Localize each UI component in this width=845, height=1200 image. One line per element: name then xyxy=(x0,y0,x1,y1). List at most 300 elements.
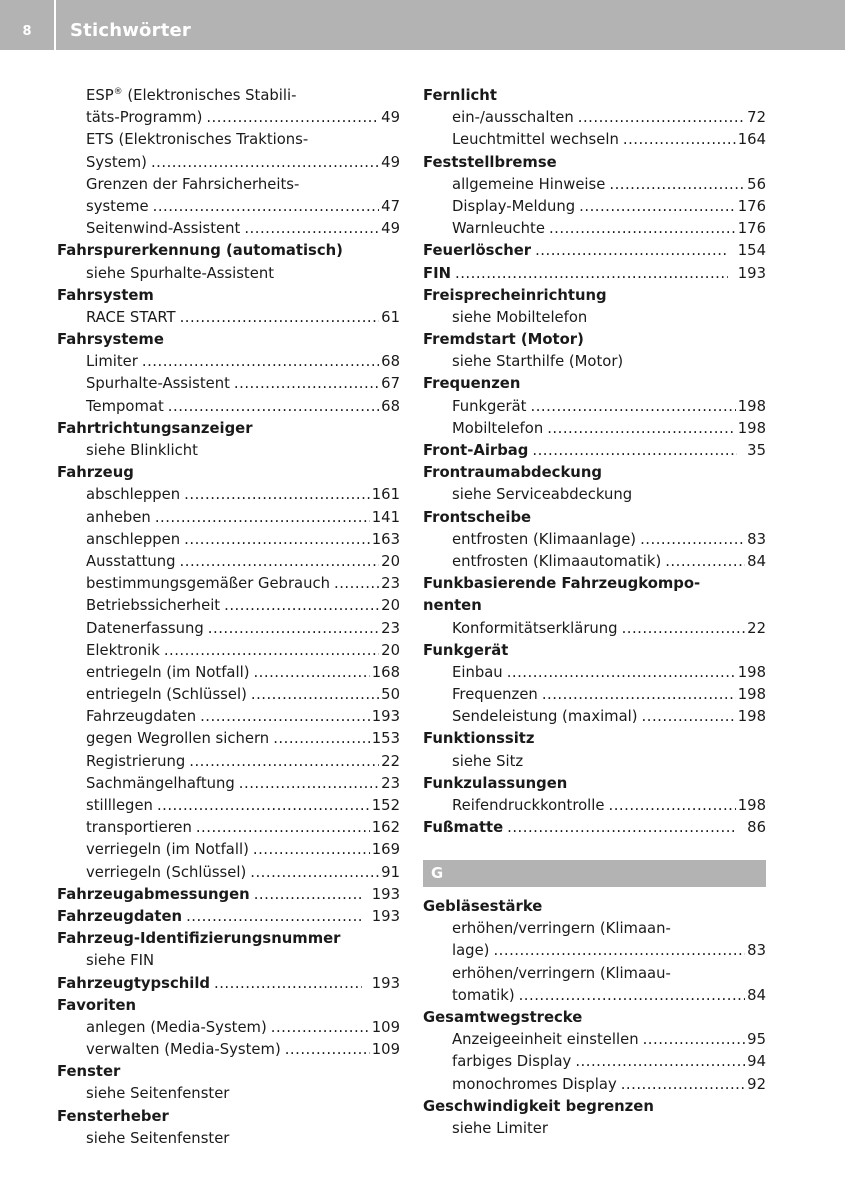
index-column-right-f xyxy=(423,85,766,839)
dot-leader xyxy=(643,1029,746,1051)
dot-leader xyxy=(334,573,379,595)
page-ref: 169 xyxy=(371,841,400,859)
index-subentry xyxy=(57,773,400,795)
page-ref: 198 xyxy=(737,419,766,437)
entry-text: siehe Seitenfenster xyxy=(86,1085,230,1103)
index-subentry xyxy=(57,1083,400,1105)
index-heading xyxy=(423,1007,766,1029)
index-subentry xyxy=(423,618,766,640)
index-heading xyxy=(57,995,400,1017)
index-subentry xyxy=(57,484,400,506)
entry-text: erhöhen/verringern (Klimaan- xyxy=(452,920,671,938)
index-heading xyxy=(423,462,766,484)
index-subentry xyxy=(57,839,400,861)
page-ref: 176 xyxy=(737,220,766,238)
registered-mark: ® xyxy=(113,87,123,98)
page-ref: 198 xyxy=(737,686,766,704)
entry-text: systeme xyxy=(86,197,149,215)
page-ref: 72 xyxy=(747,109,766,127)
entry-text: Fahrzeugdaten xyxy=(86,708,197,726)
dot-leader xyxy=(579,196,736,218)
entry-text: tomatik) xyxy=(452,986,515,1004)
entry-text: nenten xyxy=(423,597,482,615)
page-ref: 50 xyxy=(381,686,400,704)
dot-leader xyxy=(665,551,745,573)
index-subentry xyxy=(423,1118,766,1140)
entry-text: Freisprecheinrichtung xyxy=(423,286,607,304)
dot-leader xyxy=(200,706,370,728)
dot-leader xyxy=(250,862,379,884)
index-subentry xyxy=(423,307,766,329)
index-subentry xyxy=(423,418,766,440)
entry-text: Fahrspurerkennung (automatisch) xyxy=(57,242,343,260)
entry-text: Reifendruckkontrolle xyxy=(452,797,605,814)
index-heading xyxy=(423,263,766,285)
entry-text: Ausstattung xyxy=(86,552,176,570)
index-heading xyxy=(423,573,766,595)
entry-text: Mobiltelefon xyxy=(452,419,544,437)
entry-text: RACE START xyxy=(86,308,176,326)
dot-leader xyxy=(180,551,380,573)
entry-text: Leuchtmittel wechseln xyxy=(452,131,619,149)
dot-leader xyxy=(609,795,736,817)
index-subentry xyxy=(57,263,400,285)
index-heading xyxy=(57,906,400,928)
index-heading xyxy=(57,462,400,484)
index-heading xyxy=(423,817,766,839)
entry-text: transportieren xyxy=(86,819,192,837)
dot-leader xyxy=(642,706,736,728)
dot-leader xyxy=(535,240,728,262)
entry-text: Seitenwind-Assistent xyxy=(86,220,241,238)
entry-text: Registrierung xyxy=(86,752,186,770)
entry-text: Fahrzeug-Identifizierungsnummer xyxy=(57,930,341,948)
entry-text: Einbau xyxy=(452,663,503,681)
index-column-right-g xyxy=(423,896,766,1140)
entry-text: Funktionssitz xyxy=(423,730,535,748)
page-ref: 23 xyxy=(381,619,400,637)
entry-text: Betriebssicherheit xyxy=(86,597,221,615)
entry-text: Fahrzeug xyxy=(57,464,134,482)
index-subentry xyxy=(57,85,400,107)
entry-text: Frontraumabdeckung xyxy=(423,464,602,482)
entry-text: verriegeln (Schlüssel) xyxy=(86,863,247,881)
dot-leader xyxy=(507,662,736,684)
dot-leader xyxy=(622,618,746,640)
index-subentry xyxy=(423,1051,766,1073)
page-ref: 61 xyxy=(381,308,400,326)
entry-text: stilllegen xyxy=(86,797,153,814)
entry-text: Warnleuchte xyxy=(452,220,545,238)
index-subentry xyxy=(57,684,400,706)
entry-text: anschleppen xyxy=(86,530,181,548)
entry-text: Funkgerät xyxy=(423,641,509,659)
index-subentry xyxy=(423,963,766,985)
index-subentry xyxy=(423,1074,766,1096)
entry-text: Fahrzeugabmessungen xyxy=(57,885,250,903)
dot-leader xyxy=(542,684,736,706)
page-ref: 49 xyxy=(381,220,400,238)
index-heading xyxy=(423,85,766,107)
page-ref: 68 xyxy=(381,353,400,371)
index-subentry xyxy=(57,817,400,839)
index-subentry xyxy=(423,196,766,218)
entry-text: Feuerlöscher xyxy=(423,242,532,260)
dot-leader xyxy=(224,595,379,617)
index-subentry xyxy=(57,440,400,462)
index-heading xyxy=(423,728,766,750)
entry-text: Favoriten xyxy=(57,996,137,1014)
page-ref: 168 xyxy=(371,663,400,681)
entry-text: Fahrzeugdaten xyxy=(57,907,183,925)
entry-text: Fahrzeugtypschild xyxy=(57,974,210,992)
page-ref: 84 xyxy=(747,986,766,1004)
dot-leader xyxy=(189,751,379,773)
page-ref: 94 xyxy=(747,1053,766,1071)
page-ref: 163 xyxy=(371,530,400,548)
dot-leader xyxy=(251,684,379,706)
index-subentry xyxy=(423,795,766,817)
index-subentry xyxy=(423,107,766,129)
page-ref: 141 xyxy=(371,508,400,526)
page-ref: 152 xyxy=(371,797,400,814)
index-subentry xyxy=(57,396,400,418)
index-subentry xyxy=(423,396,766,418)
dot-leader xyxy=(184,484,370,506)
dot-leader xyxy=(532,440,737,462)
entry-text: Front-Airbag xyxy=(423,442,529,459)
index-heading xyxy=(423,285,766,307)
entry-text: Elektronik xyxy=(86,641,160,659)
entry-text: Frequenzen xyxy=(452,686,538,704)
dot-leader xyxy=(519,985,746,1007)
entry-text: Fensterheber xyxy=(57,1107,169,1125)
dot-leader xyxy=(196,817,370,839)
page-ref: 193 xyxy=(371,974,400,992)
page-ref: 20 xyxy=(381,641,400,659)
index-heading xyxy=(423,507,766,529)
entry-text: siehe Serviceabdeckung xyxy=(452,486,633,504)
index-subentry xyxy=(57,728,400,750)
page-ref: 193 xyxy=(737,264,766,282)
entry-text: Frequenzen xyxy=(423,375,521,393)
dot-leader xyxy=(493,940,745,962)
page-ref: 92 xyxy=(747,1075,766,1093)
index-subentry xyxy=(57,595,400,617)
page-ref: 198 xyxy=(737,663,766,681)
index-subentry xyxy=(57,196,400,218)
page-ref: 95 xyxy=(747,1031,766,1049)
page-ref: 22 xyxy=(381,752,400,770)
entry-text: lage) xyxy=(452,942,490,960)
entry-text: ESP® (Elektronisches Stabili- xyxy=(86,87,297,104)
page-ref: 154 xyxy=(737,242,766,260)
page-ref: 83 xyxy=(747,530,766,548)
index-subentry xyxy=(57,573,400,595)
index-heading xyxy=(423,440,766,462)
entry-text: siehe Spurhalte-Assistent xyxy=(86,264,275,282)
dot-leader xyxy=(285,1039,370,1061)
index-heading xyxy=(423,773,766,795)
index-subentry xyxy=(57,152,400,174)
entry-text: bestimmungsgemäßer Gebrauch xyxy=(86,575,330,593)
dot-leader xyxy=(640,529,745,551)
index-subentry xyxy=(423,529,766,551)
entry-text: siehe Mobiltelefon xyxy=(452,308,588,326)
index-heading xyxy=(423,640,766,662)
index-subentry xyxy=(57,1039,400,1061)
dot-leader xyxy=(142,351,379,373)
index-heading xyxy=(423,373,766,395)
entry-text: abschleppen xyxy=(86,486,181,504)
index-heading xyxy=(423,329,766,351)
index-subentry xyxy=(423,351,766,373)
index-heading xyxy=(423,152,766,174)
index-subentry xyxy=(423,551,766,573)
dot-leader xyxy=(273,728,370,750)
page-ref: 193 xyxy=(371,907,400,925)
index-subentry xyxy=(57,662,400,684)
index-subentry xyxy=(423,129,766,151)
page-ref: 56 xyxy=(747,175,766,193)
page-ref: 83 xyxy=(747,942,766,960)
entry-text: Geschwindigkeit begrenzen xyxy=(423,1097,654,1115)
entry-text: Gebläsestärke xyxy=(423,898,543,915)
dot-leader xyxy=(455,263,728,285)
dot-leader xyxy=(530,396,735,418)
dot-leader xyxy=(578,107,745,129)
index-subentry xyxy=(57,1017,400,1039)
dot-leader xyxy=(164,640,379,662)
entry-text: entriegeln (im Notfall) xyxy=(86,663,250,681)
index-subentry xyxy=(57,950,400,972)
dot-leader xyxy=(549,218,736,240)
index-subentry xyxy=(423,706,766,728)
index-subentry xyxy=(57,640,400,662)
page-number: 8 xyxy=(0,0,56,50)
page-ref: 35 xyxy=(747,442,766,459)
index-column-left xyxy=(57,85,400,1150)
dot-leader xyxy=(547,418,736,440)
entry-text: Konformitätserklärung xyxy=(452,619,618,637)
entry-text: erhöhen/verringern (Klimaau- xyxy=(452,964,671,982)
page-ref: 49 xyxy=(381,109,400,127)
index-subentry xyxy=(57,862,400,884)
entry-text: Fahrsysteme xyxy=(57,331,164,349)
entry-text: Display-Meldung xyxy=(452,197,576,215)
entry-text: Sachmängelhaftung xyxy=(86,774,235,792)
dot-leader xyxy=(168,396,379,418)
index-subentry xyxy=(423,174,766,196)
page-ref: 23 xyxy=(381,575,400,593)
page-ref: 109 xyxy=(371,1018,400,1036)
page-ref: 22 xyxy=(747,619,766,637)
index-heading xyxy=(57,418,400,440)
index-heading xyxy=(57,1106,400,1128)
entry-text: Frontscheibe xyxy=(423,508,532,526)
entry-text: Fernlicht xyxy=(423,87,497,104)
page-ref: 68 xyxy=(381,397,400,415)
entry-text: Sendeleistung (maximal) xyxy=(452,708,638,726)
dot-leader xyxy=(253,662,369,684)
entry-text: Feststellbremse xyxy=(423,153,557,171)
entry-text: Funkzulassungen xyxy=(423,774,568,792)
index-subentry xyxy=(57,1128,400,1150)
dot-leader xyxy=(239,773,379,795)
page-ref: 49 xyxy=(381,153,400,171)
index-subentry xyxy=(423,918,766,940)
dot-leader xyxy=(186,906,362,928)
entry-text: entfrosten (Klimaautomatik) xyxy=(452,552,662,570)
dot-leader xyxy=(234,373,379,395)
entry-text: Fahrtrichtungsanzeiger xyxy=(57,419,253,437)
index-heading xyxy=(57,973,400,995)
dot-leader xyxy=(254,884,362,906)
dot-leader xyxy=(180,307,380,329)
page-ref: 198 xyxy=(737,397,766,415)
dot-leader xyxy=(609,174,745,196)
page-ref: 91 xyxy=(381,863,400,881)
page-ref: 193 xyxy=(371,885,400,903)
page-header xyxy=(0,0,845,50)
dot-leader xyxy=(623,129,736,151)
dot-leader xyxy=(208,618,379,640)
entry-text: entriegeln (Schlüssel) xyxy=(86,686,247,704)
index-heading xyxy=(57,240,400,262)
page-ref: 84 xyxy=(747,552,766,570)
entry-text: siehe FIN xyxy=(86,952,155,970)
index-subentry xyxy=(423,484,766,506)
entry-text: Limiter xyxy=(86,353,138,371)
page-ref: 20 xyxy=(381,552,400,570)
index-subentry xyxy=(57,107,400,129)
index-subentry xyxy=(57,529,400,551)
entry-text: Spurhalte-Assistent xyxy=(86,375,230,393)
dot-leader xyxy=(575,1051,745,1073)
dot-leader xyxy=(244,218,379,240)
entry-text: siehe Blinklicht xyxy=(86,442,198,459)
index-heading xyxy=(57,884,400,906)
page-ref: 162 xyxy=(371,819,400,837)
entry-text: Datenerfassung xyxy=(86,619,204,637)
entry-text: gegen Wegrollen sichern xyxy=(86,730,270,748)
page-ref: 109 xyxy=(371,1041,400,1059)
index-subentry xyxy=(57,551,400,573)
index-subentry xyxy=(57,129,400,151)
entry-text: entfrosten (Klimaanlage) xyxy=(452,530,637,548)
dot-leader xyxy=(155,507,370,529)
page-ref: 23 xyxy=(381,774,400,792)
page-ref: 198 xyxy=(737,797,766,814)
entry-text: anlegen (Media-System) xyxy=(86,1018,267,1036)
entry-text: verriegeln (im Notfall) xyxy=(86,841,249,859)
index-subentry xyxy=(423,218,766,240)
page-ref: 47 xyxy=(381,197,400,215)
entry-text: anheben xyxy=(86,508,151,526)
entry-text: Funkgerät xyxy=(452,397,527,415)
entry-text: siehe Seitenfenster xyxy=(86,1129,230,1147)
dot-leader xyxy=(184,529,370,551)
dot-leader xyxy=(253,839,370,861)
index-subentry xyxy=(57,507,400,529)
page-ref: 198 xyxy=(737,708,766,726)
page-ref: 153 xyxy=(371,730,400,748)
dot-leader xyxy=(621,1074,745,1096)
entry-text: Fenster xyxy=(57,1063,121,1081)
index-heading xyxy=(423,896,766,918)
dot-leader xyxy=(206,107,379,129)
dot-leader xyxy=(157,795,370,817)
index-heading xyxy=(423,1096,766,1118)
section-letter-bar xyxy=(423,860,766,887)
index-heading xyxy=(423,240,766,262)
index-subentry xyxy=(423,985,766,1007)
index-subentry xyxy=(57,351,400,373)
entry-text: Funkbasierende Fahrzeugkompo- xyxy=(423,575,701,593)
index-heading xyxy=(57,329,400,351)
section-letter: G xyxy=(431,865,444,882)
entry-text: siehe Limiter xyxy=(452,1119,548,1137)
entry-text: FIN xyxy=(423,264,451,282)
dot-leader xyxy=(153,196,380,218)
entry-text: verwalten (Media-System) xyxy=(86,1041,281,1059)
page-title: Stichwörter xyxy=(70,20,191,41)
index-subentry xyxy=(423,1029,766,1051)
index-subentry xyxy=(57,307,400,329)
entry-text: siehe Starthilfe (Motor) xyxy=(452,353,624,371)
index-heading xyxy=(57,1061,400,1083)
index-subentry xyxy=(423,940,766,962)
entry-text: allgemeine Hinweise xyxy=(452,175,606,193)
entry-text: Gesamtwegstrecke xyxy=(423,1008,583,1026)
entry-text: farbiges Display xyxy=(452,1053,572,1071)
entry-text: Anzeigeeinheit einstellen xyxy=(452,1031,639,1049)
entry-text: täts-Programm) xyxy=(86,109,203,127)
index-subentry xyxy=(57,795,400,817)
entry-text: Fahrsystem xyxy=(57,286,154,304)
entry-text: Fremdstart (Motor) xyxy=(423,331,584,349)
dot-leader xyxy=(214,973,362,995)
entry-text: Fußmatte xyxy=(423,819,504,837)
entry-text: Grenzen der Fahrsicherheits- xyxy=(86,175,300,193)
page-ref: 161 xyxy=(371,486,400,504)
entry-text: siehe Sitz xyxy=(452,752,524,770)
page-ref: 176 xyxy=(737,197,766,215)
entry-text: ein-/ausschalten xyxy=(452,109,574,127)
dot-leader xyxy=(507,817,737,839)
dot-leader xyxy=(151,152,379,174)
index-subentry xyxy=(423,751,766,773)
index-subentry xyxy=(57,706,400,728)
index-subentry xyxy=(57,751,400,773)
page-ref: 164 xyxy=(737,131,766,149)
entry-text: Tempomat xyxy=(86,397,164,415)
page-ref: 86 xyxy=(747,819,766,837)
index-heading xyxy=(423,595,766,617)
page-ref: 20 xyxy=(381,597,400,615)
entry-text: monochromes Display xyxy=(452,1075,617,1093)
index-subentry xyxy=(57,373,400,395)
index-subentry xyxy=(57,174,400,196)
index-heading xyxy=(57,928,400,950)
index-subentry xyxy=(57,218,400,240)
index-subentry xyxy=(57,618,400,640)
page-ref: 193 xyxy=(371,708,400,726)
page-ref: 67 xyxy=(381,375,400,393)
dot-leader xyxy=(271,1017,370,1039)
index-subentry xyxy=(423,684,766,706)
index-subentry xyxy=(423,662,766,684)
